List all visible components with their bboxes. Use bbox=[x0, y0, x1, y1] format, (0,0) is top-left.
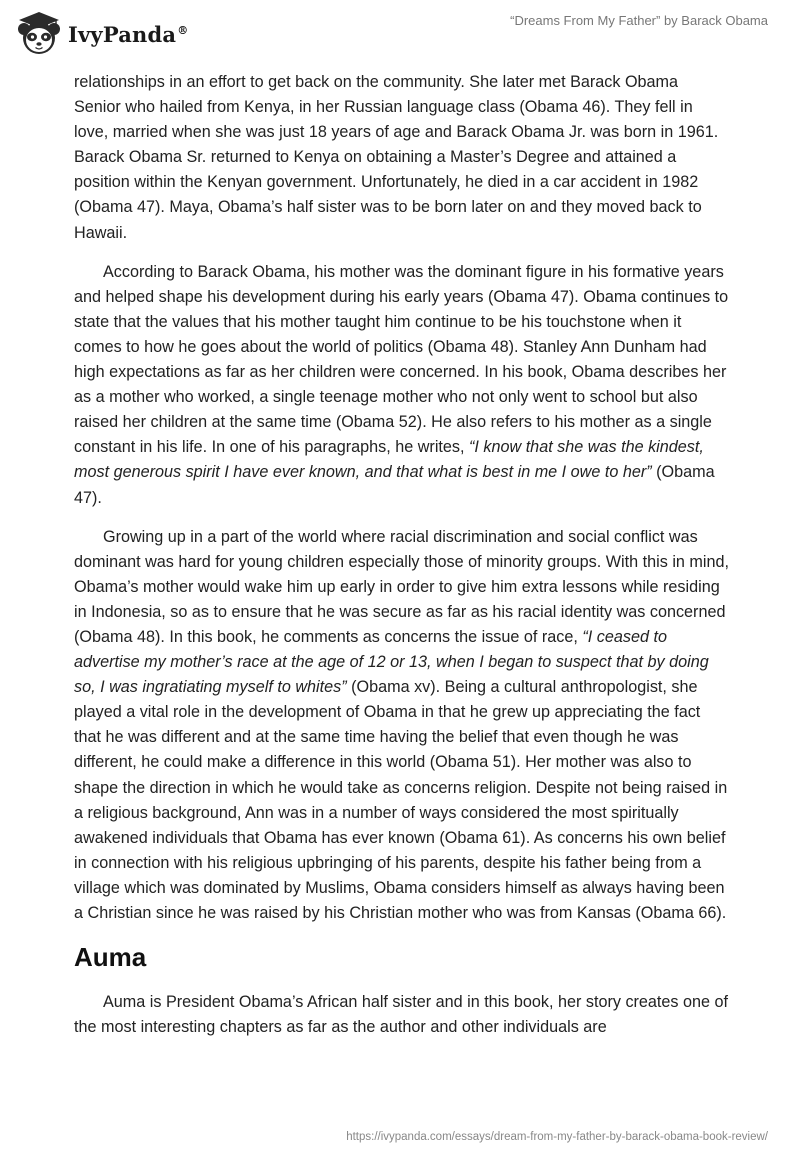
source-url[interactable]: https://ivypanda.com/essays/dream-from-my-father-by-barack-obama-book-review/ bbox=[346, 1131, 768, 1143]
document-title: “Dreams From My Father” by Barack Obama bbox=[510, 13, 768, 28]
article-body bbox=[74, 70, 729, 1054]
paragraph-1: relationships in an effort to get back on the community. She later met Barack Obama Senior who hailed from Kenya, in her Russian language class (Obama 46). They fell in love, married when she was just 18 years of age and Barack Obama Jr. was born in 1961. Barack Obama Sr. returned to Kenya on obtaining a Master’s Degree and attained a position within the Kenyan government. Unfortunately, he died in a car accident in 1982 (Obama 47). Maya, Obama’s half sister was to be born later on and they moved back to Hawaii. bbox=[74, 73, 719, 242]
paragraph-2-text: According to Barack Obama, his mother was the dominant figure in his formative years and helped shape his development during his early years (Obama 47). Obama continues to state that the values that his mother taught him continue to be his touchstone when it comes to how he goes about the world of politics (Obama 48). Stanley Ann Dunham had high expectations as far as her children were concerned. In his book, Obama describes her as a mother who worked, a single teenage mother who not only went to school but also raised her children at the same time (Obama 52). He also refers to his mother as a single constant in his life. In one of his paragraphs, he writes, bbox=[74, 262, 729, 457]
logo[interactable] bbox=[14, 8, 188, 58]
paragraph-4: Auma is President Obama’s African half sister and in this book, her story creates one of the most interesting chapters as far as the author and other individuals are bbox=[74, 993, 729, 1037]
paragraph-3-continued: (Obama xv). Being a cultural anthropologist, she played a vital role in the development of Obama in that he grew up appreciating the fact that he was different and at the same time having the belief that even though he was different, he could make a difference in this world (Obama 51). Her mother was also to shape the direction in which he would take as concerns religion. Despite not being raised in a religious background, Ann was in a number of ways considered the most spiritually awakened individuals that Obama has ever known (Obama 61). As concerns his own belief in connection with his religious upbringing of his parents, despite his father being from a village which was dominated by Muslims, Obama considers himself as always having been a Christian since he was raised by his Christian mother who was from Kansas (Obama 66). bbox=[74, 678, 728, 922]
paragraph-3 bbox=[74, 525, 729, 927]
section-heading-auma: Auma bbox=[74, 942, 147, 973]
quote-mother: “I know that she was the kindest, most generous spirit I have ever known, and that what is best in me I owe to her” bbox=[74, 438, 704, 482]
page-header bbox=[0, 0, 800, 62]
paragraph-2-citation: (Obama 47). bbox=[74, 463, 715, 507]
paragraph-2 bbox=[74, 260, 729, 511]
panda-graduate-logo-icon bbox=[14, 8, 64, 58]
paragraph-3-text: Growing up in a part of the world where racial discrimination and social conflict was dominant was hard for young children especially those of minority groups. With this in mind, Obama’s mother would wake him up early in order to give him extra lessons while residing in Indonesia, so as to ensure that he was secure as far as his racial identity was concerned (Obama 48). In this book, he comments as concerns the issue of race, bbox=[74, 527, 730, 646]
quote-race: “I ceased to advertise my mother’s race at the age of 12 or 13, when I began to suspect that by doing so, I was ingratiating myself to whites” bbox=[74, 627, 709, 697]
brand-name: IvyPanda® bbox=[68, 21, 189, 47]
